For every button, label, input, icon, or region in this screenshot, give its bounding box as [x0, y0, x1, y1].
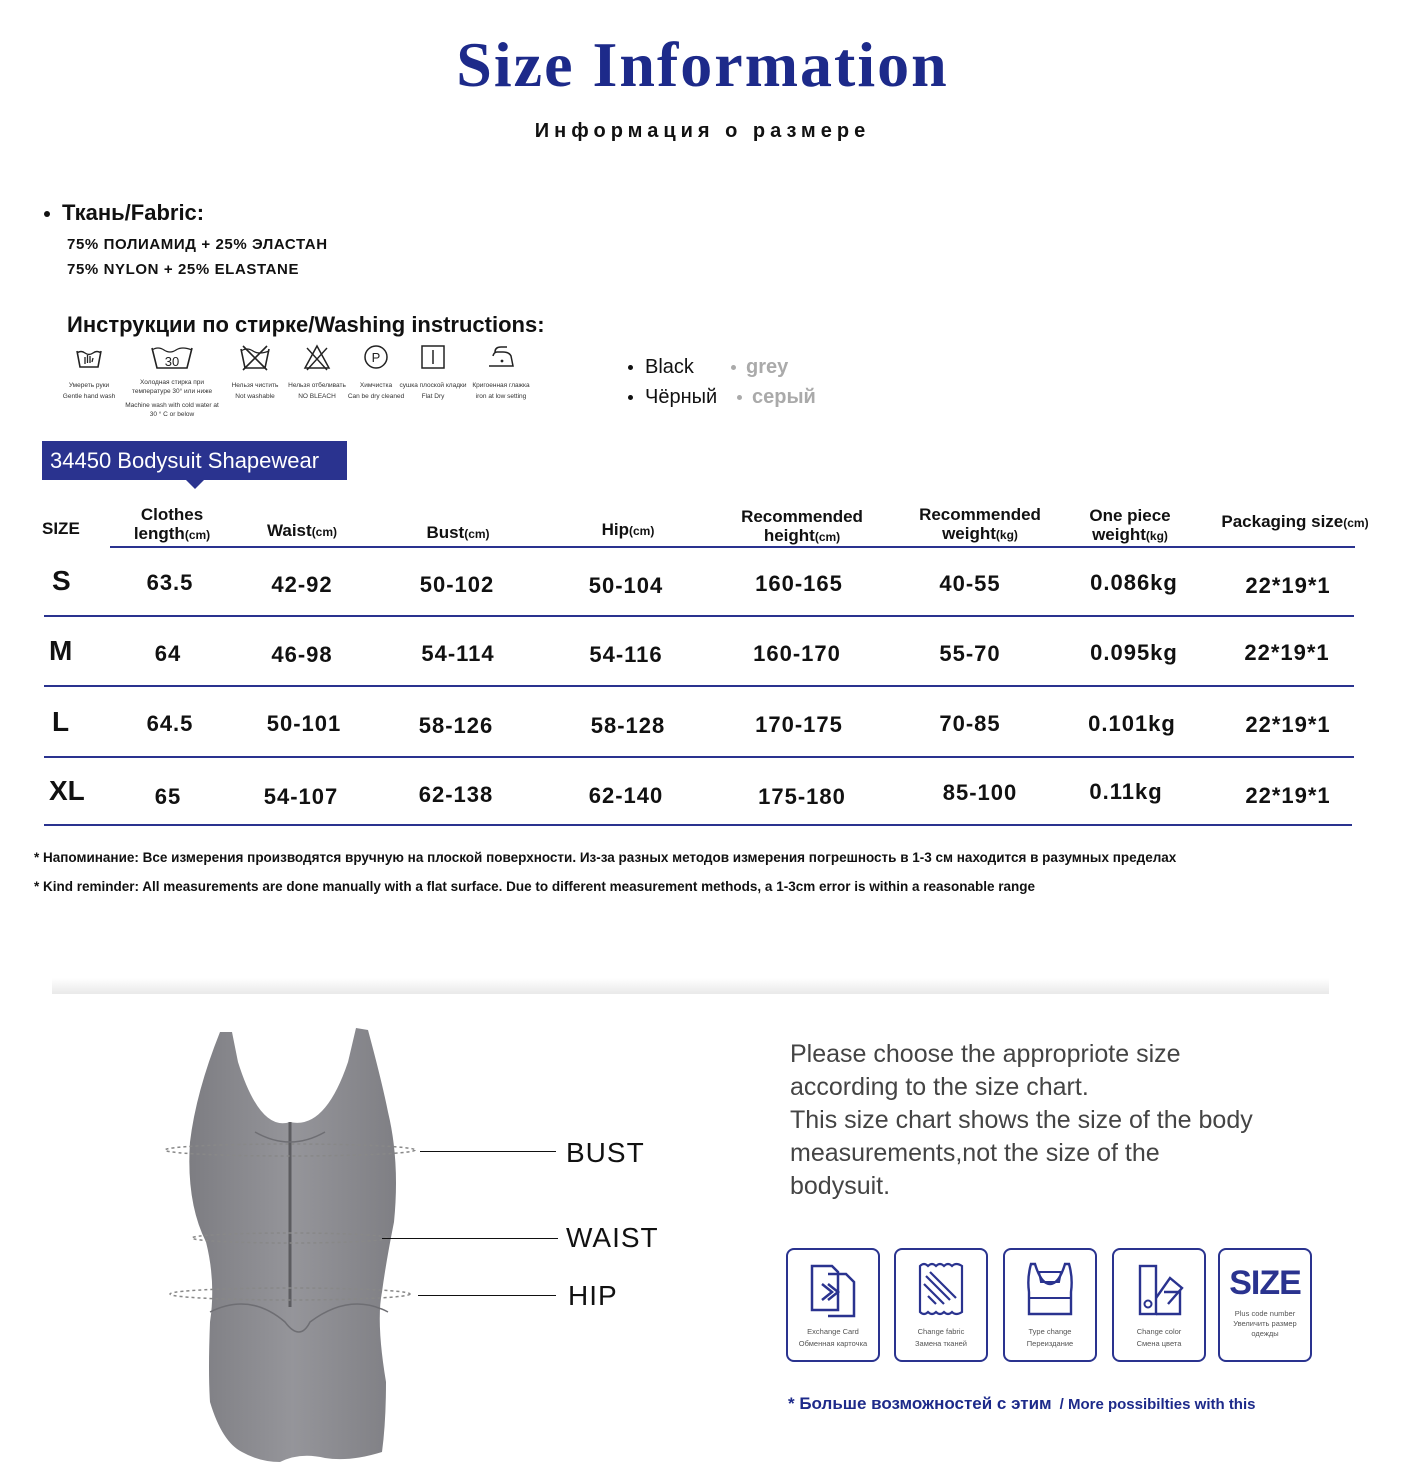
hip-leader-line	[418, 1295, 556, 1296]
svg-text:P: P	[371, 350, 381, 365]
cell-bust: 62-138	[418, 782, 494, 807]
size-instructions: Please choose the appropriote size according to the size chart. This size chart shows the size of the body measurements,not the size of the bodysuit.	[790, 1040, 1253, 1200]
more-ru: * Больше возможностей с этим	[788, 1394, 1052, 1413]
washing-icons	[58, 342, 538, 432]
cell-weight: 40-55	[939, 571, 1001, 596]
color-black-ru: Чёрный	[645, 386, 718, 408]
cell-height: 160-165	[755, 571, 843, 596]
page-title: Size Information	[456, 29, 949, 100]
cell-packaging: 22*19*1	[1244, 640, 1330, 665]
no-bleach-icon	[302, 342, 332, 372]
type-change-icon	[1015, 1258, 1085, 1322]
change-fabric-card: Change fabric Замена тканей	[894, 1248, 988, 1362]
cell-waist: 50-101	[266, 711, 342, 736]
cell-waist: 54-107	[263, 784, 339, 809]
cell-weight: 85-100	[942, 780, 1018, 805]
cell-size: S	[52, 565, 71, 596]
cell-bust: 50-102	[419, 572, 495, 597]
fabric-heading-text: Ткань/Fabric:	[62, 200, 205, 225]
table-divider	[110, 546, 1355, 548]
machine-wash-30-icon	[149, 342, 195, 372]
cell-waist: 42-92	[271, 572, 333, 597]
size-card: SIZE Plus code number Увеличить размер одежды	[1218, 1248, 1312, 1362]
bullet-icon	[731, 365, 736, 370]
color-black: Black	[645, 356, 694, 378]
reminder-ru: * Напоминание: Все измерения производятся вручную на плоской поверхности. Из-за разных методов измерения погрешность в 1-3 см находится в разумных пределах	[34, 850, 1177, 865]
col-hip: Hip(cm)	[601, 520, 655, 539]
cell-size: M	[49, 635, 73, 666]
col-bust: Bust(cm)	[426, 523, 490, 542]
waist-label: WAIST	[566, 1222, 659, 1253]
cell-length: 65	[154, 784, 182, 809]
reminder-en: * Kind reminder: All measurements are done manually with a flat surface. Due to different measurement methods, a 1-3cm error is within a reasonable range	[34, 879, 1036, 894]
section-divider	[52, 978, 1329, 994]
more-possibilities	[788, 1394, 1255, 1414]
fabric-heading	[44, 200, 204, 226]
color-grey: grey	[746, 356, 789, 378]
bullet-icon	[737, 395, 742, 400]
cell-piece-weight: 0.095kg	[1090, 640, 1178, 665]
svg-text:30: 30	[164, 354, 180, 369]
bullet-icon	[628, 365, 633, 370]
col-size: SIZE	[42, 519, 80, 538]
cell-piece-weight: 0.101kg	[1088, 711, 1176, 736]
cell-packaging: 22*19*1	[1245, 712, 1331, 737]
cell-size: XL	[49, 775, 85, 806]
cell-length: 63.5	[146, 570, 194, 595]
hip-label: HIP	[568, 1280, 618, 1311]
cell-bust: 54-114	[421, 641, 495, 666]
bust-leader-line	[420, 1151, 556, 1152]
cell-packaging: 22*19*1	[1245, 573, 1331, 598]
exchange-card-icon	[798, 1258, 868, 1322]
cell-hip: 58-128	[590, 713, 666, 738]
color-row-ru	[628, 382, 816, 412]
col-height: Recommended height(cm)	[741, 507, 863, 545]
cell-piece-weight: 0.086kg	[1090, 570, 1178, 595]
cell-bust: 58-126	[418, 713, 494, 738]
page-subtitle: Информация о размере	[534, 120, 871, 142]
fabric-composition-ru: 75% ПОЛИАМИД + 25% ЭЛАСТАН	[67, 236, 328, 253]
change-color-card: Change color Смена цвета	[1112, 1248, 1206, 1362]
color-row-en	[628, 352, 816, 382]
change-fabric-icon	[906, 1258, 976, 1322]
waist-leader-line	[382, 1238, 558, 1239]
cell-packaging: 22*19*1	[1245, 783, 1331, 808]
cell-height: 160-170	[753, 641, 841, 666]
cell-weight: 55-70	[939, 641, 1001, 666]
cell-length: 64	[154, 641, 182, 666]
col-weight: Recommended weight(kg)	[919, 505, 1041, 543]
color-options	[628, 352, 816, 412]
col-length: Clothes length(cm)	[133, 505, 211, 543]
wash-item-machine30: 30 Холодная стирка при температуре 30° или ниже Machine wash with cold water at 30 ° C or below	[122, 342, 222, 419]
cell-piece-weight: 0.11kg	[1089, 779, 1163, 804]
cell-waist: 46-98	[271, 642, 333, 667]
cell-size: L	[52, 706, 70, 737]
col-waist: Waist(cm)	[266, 521, 338, 540]
wash-item-hand: Умереть руки Gentle hand wash	[58, 342, 120, 402]
cell-hip: 50-104	[588, 573, 664, 598]
cell-length: 64.5	[146, 711, 194, 736]
table-divider	[44, 756, 1354, 758]
tag-pointer-icon	[186, 480, 204, 489]
size-icon: SIZE	[1229, 1264, 1301, 1302]
type-change-card: Type change Переиздание	[1003, 1248, 1097, 1362]
wash-item-flat-dry: сушка плоской кладки Flat Dry	[398, 342, 468, 402]
dry-clean-p-icon	[361, 342, 391, 372]
fabric-composition-en: 75% NYLON + 25% ELASTANE	[67, 261, 300, 278]
product-tag: 34450 Bodysuit Shapewear	[42, 441, 347, 480]
bodysuit-image	[150, 1022, 450, 1462]
flat-dry-icon	[418, 342, 448, 372]
color-grey-ru: серый	[752, 386, 816, 408]
table-divider	[44, 685, 1354, 687]
wash-item-no-bleach: Нельзя отбеливать NO BLEACH	[284, 342, 350, 402]
more-en: / More possibilties with this	[1059, 1396, 1256, 1413]
cell-hip: 54-116	[589, 642, 663, 667]
bullet-icon	[628, 395, 633, 400]
table-divider	[44, 824, 1352, 826]
cell-height: 175-180	[758, 784, 846, 809]
iron-low-icon	[485, 342, 517, 372]
col-packaging: Packaging size(cm)	[1221, 512, 1369, 531]
col-piece-weight: One piece weight(kg)	[1089, 506, 1171, 544]
washing-heading: Инструкции по стирке/Washing instructions:	[67, 312, 545, 337]
wash-item-dry-clean: P Химчистка Can be dry cleaned	[346, 342, 406, 402]
bust-label: BUST	[566, 1137, 645, 1168]
wash-item-no-wash: Нельзя чистить Not washable	[224, 342, 286, 402]
bullet-icon	[44, 211, 50, 217]
exchange-card: Exchange Card Обменная карточка	[786, 1248, 880, 1362]
cell-weight: 70-85	[939, 711, 1001, 736]
hand-wash-icon	[74, 342, 104, 372]
do-not-wash-icon	[237, 342, 273, 372]
cell-height: 170-175	[755, 712, 843, 737]
table-divider	[44, 615, 1354, 617]
change-color-icon	[1124, 1258, 1194, 1322]
cell-hip: 62-140	[588, 783, 664, 808]
wash-item-iron: Кригоенная глажка iron at low setting	[466, 342, 536, 402]
